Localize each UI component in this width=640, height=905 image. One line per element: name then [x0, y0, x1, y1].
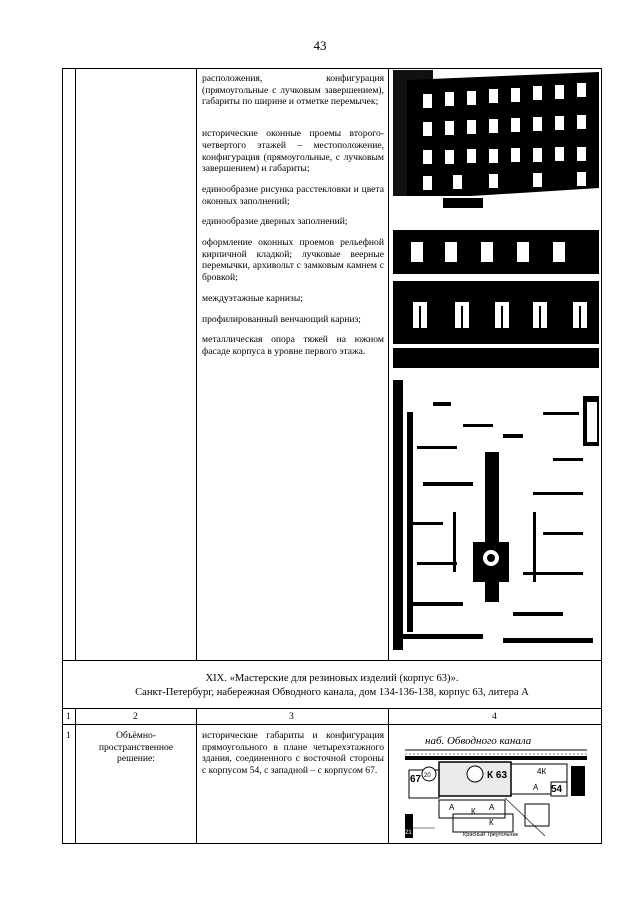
map-label-4k: 4К — [537, 767, 547, 776]
col-divider-2-bottom — [196, 708, 197, 844]
table-border-left — [62, 68, 63, 844]
paragraph-window-location: расположения, конфигурация (прямоугольные с лучковым завершением), габариты по ширине и отметке перемычек; — [202, 73, 384, 108]
page-number: 43 — [313, 38, 327, 53]
row-subject: Объёмно-пространственное решение: — [98, 730, 174, 765]
wall-detail-photo-icon — [393, 372, 599, 656]
map-label-20: 20 — [424, 773, 431, 779]
section-divider-top — [62, 660, 602, 661]
col-divider-1-top — [75, 68, 76, 660]
site-plan-map — [405, 730, 587, 838]
col-divider-2-top — [196, 68, 197, 660]
number-row-divider — [62, 724, 602, 725]
building-photo-icon — [393, 70, 599, 210]
column-number-4: 4 — [492, 711, 497, 722]
map-label-54: 54 — [551, 784, 563, 795]
map-label-63: К 63 — [487, 770, 508, 781]
col-divider-3-bottom — [388, 708, 389, 844]
paragraph-historic-openings: исторические оконные проемы второго-четвертого этажей – местоположение, конфигурация (прямоугольные, с лучковым завершением) и габариты; — [202, 128, 384, 175]
map-label-k2: К — [489, 818, 494, 827]
table-border-right — [601, 68, 602, 844]
windows-photo-icon — [393, 214, 599, 368]
column-number-1: 1 — [66, 711, 71, 722]
row-number: 1 — [66, 730, 71, 741]
map-label-a3: А — [449, 803, 455, 812]
paragraph-window-decor: оформление оконных проемов рельефной кирпичной кладкой; лучковые веерные перемычки, архивольт с замковым камнем с бровкой; — [202, 237, 384, 284]
paragraph-cornices: междуэтажные карнизы; — [202, 292, 303, 304]
map-label-a2: А — [489, 803, 495, 812]
map-canal-label: наб. Обводного канала — [425, 735, 532, 747]
map-label-21: 21 — [405, 830, 412, 836]
column-number-3: 3 — [289, 711, 294, 722]
table-border-top — [62, 68, 602, 69]
paragraph-support: металлическая опора тяжей на южном фасаде корпуса в уровне первого этажа. — [202, 334, 384, 357]
col-divider-3-top — [388, 68, 389, 660]
column-number-2: 2 — [133, 711, 138, 722]
photo-wall-anchor — [393, 372, 599, 656]
paragraph-glazing: единообразие рисунка расстекловки и цвета оконных заполнений; — [202, 183, 384, 207]
section-title: XIX. «Мастерские для резиновых изделий (корпус 63)». — [205, 673, 459, 684]
map-label-67: 67 — [410, 774, 422, 785]
column-number-row — [62, 711, 602, 723]
site-plan-icon — [405, 730, 587, 838]
map-label-a: А — [533, 783, 539, 792]
map-label-k: К — [471, 807, 476, 816]
row-description: исторические габариты и конфигурация прямоугольного в плане четырехэтажного здания, соединенного с восточной стороны с корпусом 54, с западной – с корпусом 67. — [202, 730, 384, 777]
photo-window-row — [393, 214, 599, 368]
table-border-bottom — [62, 843, 602, 844]
paragraph-crown-cornice: профилированный венчающий карниз; — [202, 313, 361, 325]
section-divider-bottom — [62, 708, 602, 709]
col-divider-1-bottom — [75, 708, 76, 844]
top-row-description — [202, 73, 384, 367]
monument-table — [62, 68, 602, 844]
photo-facade-corner — [393, 70, 599, 210]
map-bottom-label: Красный Треугольник — [463, 832, 518, 838]
paragraph-doors: единообразие дверных заполнений; — [202, 216, 348, 228]
section-address: Санкт-Петербург, набережная Обводного канала, дом 134-136-138, корпус 63, литера А — [135, 687, 529, 698]
